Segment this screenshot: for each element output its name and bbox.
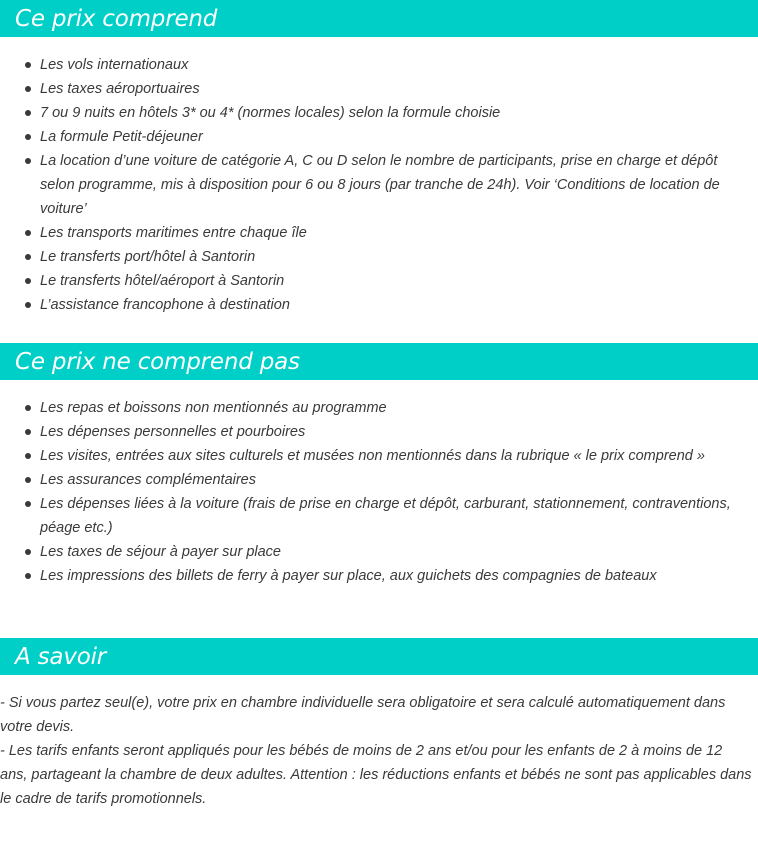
list-item: L’assistance francophone à destination: [0, 293, 758, 317]
list-item: Les taxes de séjour à payer sur place: [0, 540, 758, 564]
list-item: Le transferts port/hôtel à Santorin: [0, 245, 758, 269]
list-item: Les dépenses liées à la voiture (frais de prise en charge et dépôt, carburant, stationnement, contraventions, péage etc.): [0, 492, 758, 540]
info-paragraph: - Si vous partez seul(e), votre prix en chambre individuelle sera obligatoire et sera calculé automatiquement dans votre devis.: [0, 695, 726, 735]
list-item: Le transferts hôtel/aéroport à Santorin: [0, 269, 758, 293]
list-item: Les taxes aéroportuaires: [0, 77, 758, 101]
list-item: Les impressions des billets de ferry à payer sur place, aux guichets des compagnies de bateaux: [0, 564, 758, 588]
good-to-know-text: [0, 691, 758, 811]
list-item: Les assurances complémentaires: [0, 468, 758, 492]
list-item: Les repas et boissons non mentionnés au programme: [0, 396, 758, 420]
not-included-list: [0, 396, 758, 588]
section-not-included: [0, 343, 758, 588]
section-included-banner: [0, 0, 758, 37]
list-item: Les vols internationaux: [0, 53, 758, 77]
list-item: La location d’une voiture de catégorie A, C ou D selon le nombre de participants, prise en charge et dépôt selon programme, mis à disposition pour 6 ou 8 jours (par tranche de 24h). Voir ‘Conditions de location de voiture’: [0, 149, 758, 221]
section-not-included-title: Ce prix ne comprend pas: [15, 348, 300, 375]
section-included-title: Ce prix comprend: [15, 5, 218, 32]
info-paragraph: - Les tarifs enfants seront appliqués pour les bébés de moins de 2 ans et/ou pour les enfants de 2 à moins de 12 ans, partageant la chambre de deux adultes. Attention : les réductions enfants et bébés ne sont pas applicables dans le cadre de tarifs promotionnels.: [0, 743, 752, 807]
list-item: 7 ou 9 nuits en hôtels 3* ou 4* (normes locales) selon la formule choisie: [0, 101, 758, 125]
section-not-included-banner: [0, 343, 758, 380]
list-item: Les transports maritimes entre chaque île: [0, 221, 758, 245]
included-list: [0, 53, 758, 317]
section-included: [0, 0, 758, 317]
list-item: Les visites, entrées aux sites culturels et musées non mentionnés dans la rubrique « le prix comprend »: [0, 444, 758, 468]
section-good-to-know: [0, 638, 758, 811]
section-good-to-know-banner: [0, 638, 758, 675]
list-item: La formule Petit-déjeuner: [0, 125, 758, 149]
list-item: Les dépenses personnelles et pourboires: [0, 420, 758, 444]
section-good-to-know-title: A savoir: [15, 643, 107, 670]
